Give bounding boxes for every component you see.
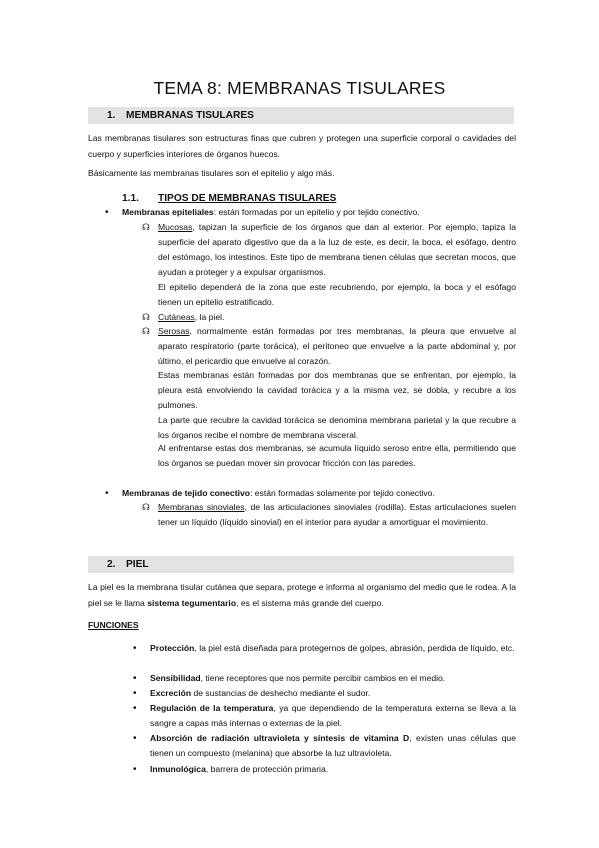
- section-2-paragraph: [88, 580, 516, 611]
- sub-bullet-icon: ☊: [142, 312, 150, 322]
- epiteliales-text: : están formadas por un epitelio y por tejido conectivo.: [213, 207, 420, 217]
- bullet-dot-icon: •: [133, 673, 137, 684]
- cutaneas-text: , la piel.: [194, 312, 225, 322]
- funcion-proteccion: [150, 641, 516, 656]
- funciones-heading: FUNCIONES: [88, 620, 139, 630]
- bullet-dot-icon: •: [133, 733, 137, 744]
- bullet-dot-icon: •: [105, 207, 109, 218]
- section-1-paragraph-1: Las membranas tisulares son estructuras finas que cubren y protegen una superficie corporal o cavidades del cuerpo y superficies interiores de órganos huecos.: [88, 133, 516, 159]
- funcion-text: , tiene receptores que nos permite percibir cambios en el medio.: [200, 673, 446, 683]
- mucosas-text: , tapizan la superficie de los órganos que dan al exterior. Por ejemplo, tapiza la superficie del aparato digestivo que da a la luz de este, es decir, la boca, el esófago, dentro del estómago, los intestinos. Este tipo de membrana tienen células que secretan mocos, que ayudan a proteger y a expulsar organismos.: [158, 222, 516, 277]
- section-2-number: 2.: [107, 559, 116, 570]
- bullet-epiteliales: [122, 205, 522, 220]
- funcion-label: Excreción: [150, 688, 192, 698]
- funcion-text: , la piel está diseñada para protegernos de golpes, abrasión, perdida de líquido, etc.: [194, 643, 515, 653]
- page-title: TEMA 8: MEMBRANAS TISULARES: [153, 78, 446, 98]
- sub-bullet-icon: ☊: [142, 502, 150, 512]
- item-mucosas: [158, 220, 516, 280]
- piel-text-a: La piel es la membrana tisular cutánea que separa, protege e informa al organismo del medio que le rodea. A la piel se le llama: [88, 582, 516, 608]
- funcion-text: , barrera de protección primaria.: [205, 764, 329, 774]
- funcion-label: Inmunológica: [150, 764, 206, 774]
- section-1-number: 1.: [107, 110, 116, 121]
- section-1-paragraph-2: Básicamente las membranas tisulares son el epitelio y algo más.: [88, 168, 335, 178]
- bullet-dot-icon: •: [133, 688, 137, 699]
- piel-text-b: , es el sistema más grande del cuerpo.: [236, 597, 384, 608]
- serosas-paragraph-2: Estas membranas están formadas por dos membranas que se enfrentan, por ejemplo, la pleura está envolviendo la cavidad torácica y a la misma vez, se dobla, y recubre a los pulmones.: [158, 370, 516, 410]
- mucosas-label: Mucosas: [158, 222, 193, 232]
- funcion-label: Protección: [150, 643, 195, 653]
- serosas-text: , normalmente están formadas por tres membranas, la pleura que envuelve al aparato respiratorio (parte torácica), el peritoneo que envuelve a la parte abdominal y, por último, el pericardio que envuelve al corazón.: [158, 326, 516, 366]
- conectivo-text: : están formadas solamente por tejido conectivo.: [249, 488, 435, 498]
- item-serosas: [158, 324, 516, 369]
- cutaneas-label: Cutáneas: [158, 312, 195, 322]
- bullet-conectivo: [122, 486, 522, 501]
- funcion-excrecion: [150, 686, 516, 701]
- conectivo-label: Membranas de tejido conectivo: [122, 488, 250, 498]
- funcion-sensibilidad: [150, 671, 516, 686]
- item-cutaneas: [158, 310, 516, 325]
- section-2-heading: PIEL: [126, 559, 149, 570]
- bullet-dot-icon: •: [133, 703, 137, 714]
- funcion-absorcion: [150, 731, 516, 761]
- sinoviales-label: Membranas sinoviales: [158, 502, 245, 512]
- sinoviales-text: , de las articulaciones sinoviales (rodilla). Estas articulaciones suelen tener un líquido (líquido sinovial) en el interior para ayudar a amortiguar el movimiento.: [158, 502, 517, 527]
- serosas-paragraph-4: Al enfrentarse estas dos membranas, se acumula líquido seroso entre ella, permitiendo que los órganos se puedan mover sin provocar fricción con las paredes.: [158, 443, 516, 468]
- funcion-text: , existen unas células que tienen un compuesto (melanina) que absorbe la luz ultravioleta.: [150, 733, 516, 758]
- serosas-label: Serosas: [158, 326, 190, 336]
- section-2-header-bar: [88, 556, 514, 573]
- sub-bullet-icon: ☊: [142, 326, 150, 336]
- mucosas-extra: El epitelio dependerá de la zona que este recubriendo, por ejemplo, la boca y el esófago tienen un epitelio estratificado.: [158, 282, 516, 307]
- bullet-dot-icon: •: [105, 488, 109, 499]
- funcion-text: de sustancias de deshecho mediante el sudor.: [191, 688, 371, 698]
- subsection-1-1-number: 1.1.: [122, 193, 139, 204]
- serosas-paragraph-3: La parte que recubre la cavidad torácica se denomina membrana parietal y la que recubre a los órganos recibe el nombre de membrana visceral.: [158, 415, 516, 440]
- bullet-dot-icon: •: [133, 764, 137, 775]
- bullet-dot-icon: •: [133, 643, 137, 654]
- funcion-label: Regulación de la temperatura: [150, 703, 274, 713]
- funcion-label: Sensibilidad: [150, 673, 201, 683]
- epiteliales-label: Membranas epiteliales: [122, 207, 214, 217]
- funcion-inmunologica: [150, 762, 516, 777]
- item-sinoviales: [158, 500, 516, 530]
- funcion-text: , ya que dependiendo de la temperatura externa se lleva a la sangre a capas más internas o externas de la piel.: [150, 703, 516, 728]
- piel-bold-term: sistema tegumentario: [147, 597, 237, 608]
- sub-bullet-icon: ☊: [142, 222, 150, 232]
- subsection-1-1-heading: [158, 193, 336, 204]
- subsection-1-1-heading-text: TIPOS DE MEMBRANAS TISULARES: [158, 193, 337, 204]
- section-1-heading: MEMBRANAS TISULARES: [126, 110, 254, 121]
- funcion-regulacion: [150, 701, 516, 731]
- funcion-label: Absorción de radiación ultravioleta y síntesis de vitamina D: [150, 733, 410, 743]
